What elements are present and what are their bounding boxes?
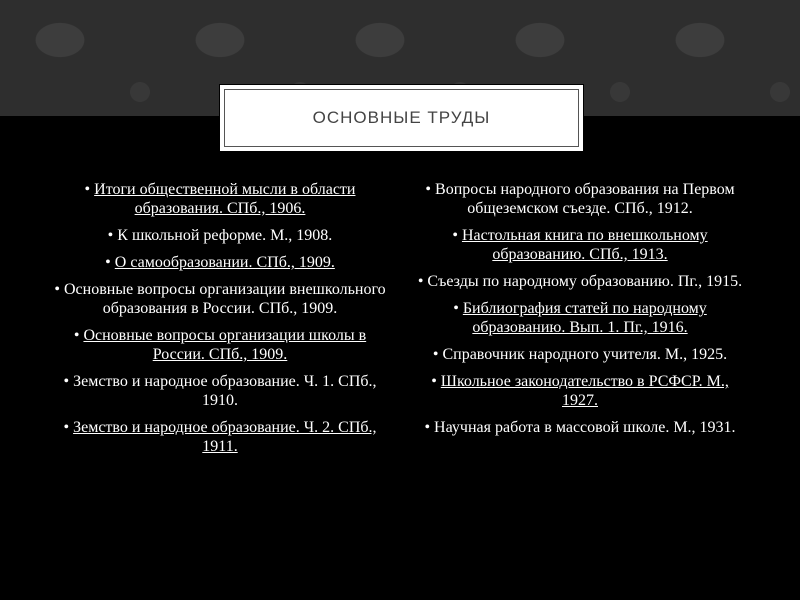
bullet-marker: • (431, 373, 441, 390)
work-link[interactable]: Школьное законодательство в РСФСР. М., 1927. (440, 373, 729, 409)
bullet-marker: • (432, 346, 443, 363)
list-item (412, 345, 748, 364)
work-link[interactable]: Основные вопросы организации школы в России. СПб., 1909. (83, 327, 367, 363)
work-link[interactable]: Библиография статей по народному образованию. Вып. 1. Пг., 1916. (462, 300, 707, 336)
bullet-marker: • (417, 273, 428, 290)
work-link[interactable]: О самообразовании. СПб., 1909. (114, 254, 335, 271)
list-item (412, 418, 748, 437)
list-item (412, 180, 748, 218)
bullet-marker: • (452, 227, 462, 244)
title-box (219, 84, 584, 152)
bullet-marker: • (425, 181, 436, 198)
list-item (412, 372, 748, 410)
work-title: К школьной реформе. М., 1908. (117, 227, 333, 244)
bullet-marker: • (63, 419, 74, 436)
list-item (52, 418, 388, 456)
list-item (412, 272, 748, 291)
bullet-marker: • (107, 227, 118, 244)
page-title: ОСНОВНЫЕ ТРУДЫ (312, 108, 491, 127)
list-item (412, 299, 748, 337)
bullet-marker: • (424, 419, 435, 436)
work-title: Земство и народное образование. Ч. 1. СПб., 1910. (73, 373, 377, 409)
work-link[interactable]: Итоги общественной мысли в области образования. СПб., 1906. (94, 181, 356, 217)
list-item (52, 326, 388, 364)
work-title: Основные вопросы организации внешкольного образования в России. СПб., 1909. (63, 281, 386, 317)
left-works-list (52, 180, 388, 464)
list-item (52, 372, 388, 410)
list-item (52, 280, 388, 318)
bullet-marker: • (105, 254, 115, 271)
list-item (412, 226, 748, 264)
work-title: Вопросы народного образования на Первом общеземском съезде. СПб., 1912. (435, 181, 735, 217)
bullet-marker: • (54, 281, 64, 298)
list-item (52, 180, 388, 218)
work-link[interactable]: Земство и народное образование. Ч. 2. СПб., 1911. (73, 419, 377, 455)
bullet-marker: • (63, 373, 74, 390)
bullet-marker: • (453, 300, 463, 317)
list-item (52, 253, 388, 272)
work-title: Научная работа в массовой школе. М., 1931. (434, 419, 736, 436)
work-title: Съезды по народному образованию. Пг., 1915. (427, 273, 743, 290)
list-item (52, 226, 388, 245)
bullet-marker: • (73, 327, 84, 344)
bullet-marker: • (84, 181, 95, 198)
work-title: Справочник народного учителя. М., 1925. (442, 346, 728, 363)
right-works-list (412, 180, 748, 445)
work-link[interactable]: Настольная книга по внешкольному образованию. СПб., 1913. (461, 227, 708, 263)
